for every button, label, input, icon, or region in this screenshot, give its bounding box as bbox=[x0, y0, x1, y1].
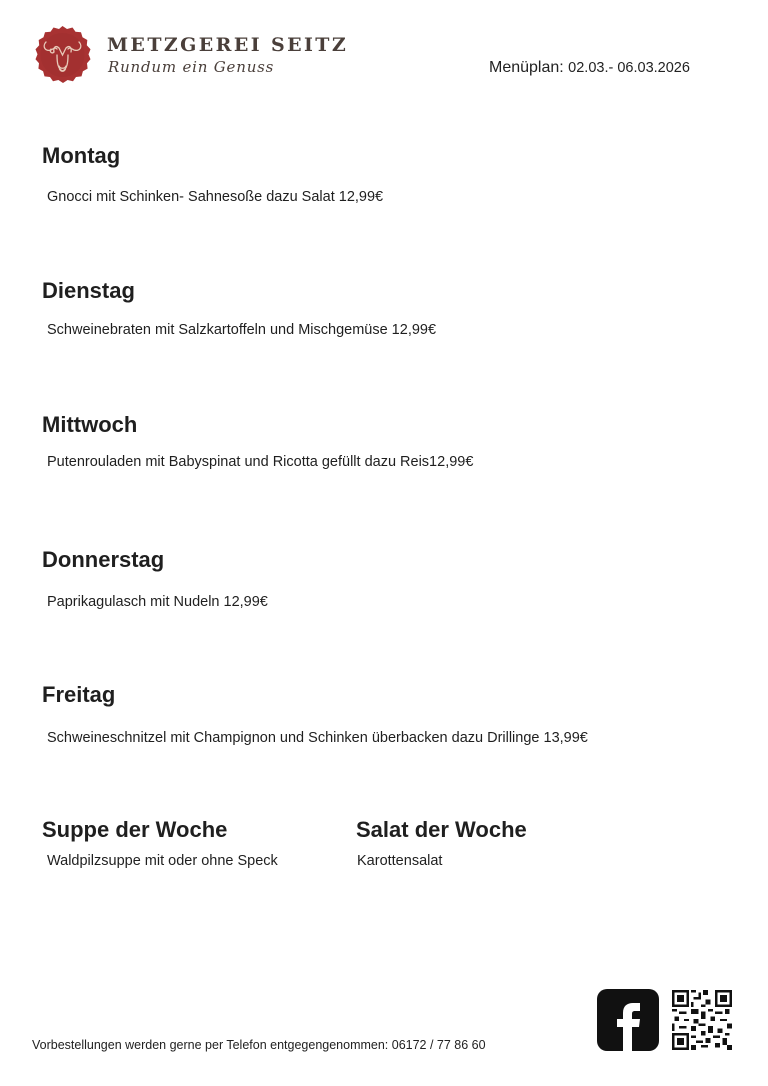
brand-name: METZGEREI SEITZ bbox=[107, 34, 349, 56]
soup-of-week-heading: Suppe der Woche bbox=[42, 817, 228, 842]
day-heading-mittwoch: Mittwoch bbox=[42, 412, 138, 437]
day-heading-montag: Montag bbox=[42, 143, 121, 168]
menuplan-dates: 02.03.- 06.03.2026 bbox=[568, 60, 690, 76]
dish-donnerstag: Paprikagulasch mit Nudeln 12,99€ bbox=[47, 594, 268, 610]
salad-of-week-heading: Salat der Woche bbox=[356, 817, 527, 842]
logo bbox=[32, 25, 93, 86]
facebook-f-glyph bbox=[613, 1003, 643, 1051]
menuplan-label: Menüplan: bbox=[489, 59, 564, 76]
day-heading-dienstag: Dienstag bbox=[42, 278, 135, 303]
dish-montag: Gnocci mit Schinken- Sahnesoße dazu Salat 12,99€ bbox=[47, 189, 384, 205]
qr-code-icon[interactable] bbox=[672, 990, 732, 1050]
bull-head-seal-icon bbox=[32, 25, 93, 86]
menuplan-date-range bbox=[489, 59, 690, 77]
salad-of-week-item: Karottensalat bbox=[357, 853, 443, 869]
dish-freitag: Schweineschnitzel mit Champignon und Schinken überbacken dazu Drillinge 13,99€ bbox=[47, 730, 588, 746]
day-heading-donnerstag: Donnerstag bbox=[42, 547, 165, 572]
preorder-phone-note: Vorbestellungen werden gerne per Telefon entgegengenommen: 06172 / 77 86 60 bbox=[32, 1038, 486, 1052]
dish-mittwoch: Putenrouladen mit Babyspinat und Ricotta gefüllt dazu Reis12,99€ bbox=[47, 454, 474, 470]
dish-dienstag: Schweinebraten mit Salzkartoffeln und Mischgemüse 12,99€ bbox=[47, 322, 437, 338]
day-heading-freitag: Freitag bbox=[42, 682, 116, 707]
soup-of-week-item: Waldpilzsuppe mit oder ohne Speck bbox=[47, 853, 278, 869]
brand-tagline: Rundum ein Genuss bbox=[108, 58, 275, 76]
facebook-icon[interactable] bbox=[597, 989, 659, 1051]
